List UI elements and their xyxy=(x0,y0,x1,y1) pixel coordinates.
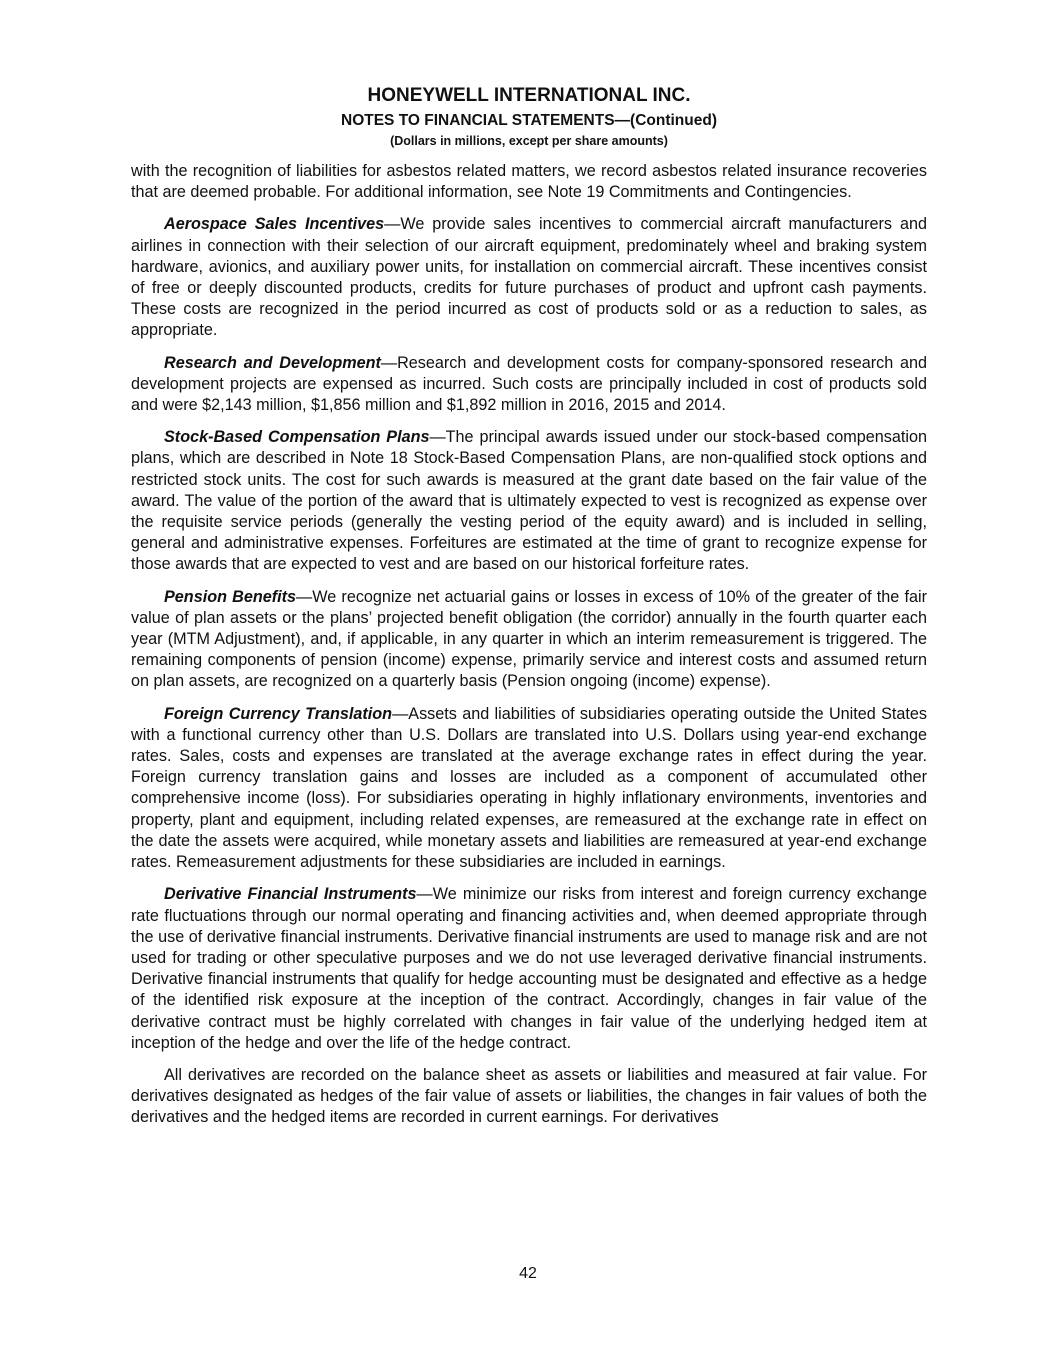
paragraph-text: —Research and development costs for company-sponsored research and development projects are expensed as incurred. Such costs are principally included in cost of products sold and were $2,143 million, $1,856 million and $1,892 million in 2016, 2015 and 2014. xyxy=(131,353,927,415)
paragraph-heading: Foreign Currency Translation xyxy=(164,704,393,723)
paragraph-aerospace-sales-incentives xyxy=(131,214,927,341)
paragraph-heading: Derivative Financial Instruments xyxy=(164,885,417,904)
paragraph-research-and-development xyxy=(131,353,927,417)
paragraph-stock-based-compensation xyxy=(131,427,927,575)
units-note: (Dollars in millions, except per share amounts) xyxy=(390,134,668,148)
document-page xyxy=(131,84,927,1140)
body-text xyxy=(131,161,927,1129)
paragraph-text: All derivatives are recorded on the balance sheet as assets or liabilities and measured at fair value. For derivatives designated as hedges of the fair value of assets or liabilities, the changes in fair values of both the derivatives and the hedged items are recorded in current earnings. For derivatives xyxy=(131,1065,927,1127)
section-title: NOTES TO FINANCIAL STATEMENTS—(Continued) xyxy=(341,112,717,129)
paragraph-text: —We recognize net actuarial gains or losses in excess of 10% of the greater of the fair value of plan assets or the plans’ projected benefit obligation (the corridor) annually in the fourth quarter each year (MTM Adjustment), and, if applicable, in any quarter in which an interim remeasurement is triggered. The remaining components of pension (income) expense, primarily service and interest costs and assumed return on plan assets, are recognized on a quarterly basis (Pension ongoing (income) expense). xyxy=(131,587,928,691)
company-name: HONEYWELL INTERNATIONAL INC. xyxy=(367,85,691,106)
paragraph-text: —The principal awards issued under our stock-based compensation plans, which are described in Note 18 Stock-Based Compensation Plans, are non-qualified stock options and restricted stock units. The cost for such awards is measured at the grant date based on the fair value of the award. The value of the portion of the award that is ultimately expected to vest is recognized as expense over the requisite service periods (generally the vesting period of the equity award) and is included in selling, general and administrative expenses. Forfeitures are estimated at the time of grant to recognize expense for those awards that are expected to vest and are based on our historical forfeiture rates. xyxy=(131,428,927,574)
paragraph-heading: Research and Development xyxy=(164,353,381,372)
page-header xyxy=(131,84,927,149)
paragraph-text: —We minimize our risks from interest and foreign currency exchange rate fluctuations through our normal operating and financing activities and, when deemed appropriate through the use of derivative financial instruments. Derivative financial instruments are used to manage risk and are not used for trading or other speculative purposes and we do not use leveraged derivative financial instruments. Derivative financial instruments that qualify for hedge accounting must be designated and effective as a hedge of the identified risk exposure at the inception of the contract. Accordingly, changes in fair value of the derivative contract must be highly correlated with changes in fair value of the underlying hedged item at inception of the hedge and over the life of the hedge contract. xyxy=(131,885,927,1052)
paragraph-derivative-financial-instruments xyxy=(131,884,927,1054)
paragraph-asbestos-continued xyxy=(131,161,927,203)
page-number: 42 xyxy=(519,1265,537,1282)
paragraph-derivatives-balance-sheet xyxy=(131,1065,927,1129)
paragraph-pension-benefits xyxy=(131,587,927,693)
paragraph-text: with the recognition of liabilities for asbestos related matters, we record asbestos related insurance recoveries that are deemed probable. For additional information, see Note 19 Commitments and Contingencies. xyxy=(131,162,927,202)
paragraph-heading: Stock-Based Compensation Plans xyxy=(164,428,430,447)
paragraph-heading: Aerospace Sales Incentives xyxy=(164,215,385,234)
paragraph-text: —Assets and liabilities of subsidiaries operating outside the United States with a functional currency other than U.S. Dollars are translated into U.S. Dollars using year-end exchange rates. Sales, costs and expenses are translated at the average exchange rates in effect during the year. Foreign currency translation gains and losses are included as a component of accumulated other comprehensive income (loss). For subsidiaries operating in highly inflationary environments, inventories and property, plant and equipment, including related expenses, are remeasured at the exchange rate in effect on the date the assets were acquired, while monetary assets and liabilities are remeasured at year-end exchange rates. Remeasurement adjustments for these subsidiaries are included in earnings. xyxy=(131,704,927,872)
paragraph-text: —We provide sales incentives to commercial aircraft manufacturers and airlines in connection with their selection of our aircraft equipment, predominately wheel and braking system hardware, avionics, and auxiliary power units, for installation on commercial aircraft. These incentives consist of free or deeply discounted products, credits for future purchases of product and upfront cash payments. These costs are recognized in the period incurred as cost of products sold or as a reduction to sales, as appropriate. xyxy=(131,215,927,340)
paragraph-heading: Pension Benefits xyxy=(164,587,297,606)
paragraph-foreign-currency-translation xyxy=(131,704,927,874)
